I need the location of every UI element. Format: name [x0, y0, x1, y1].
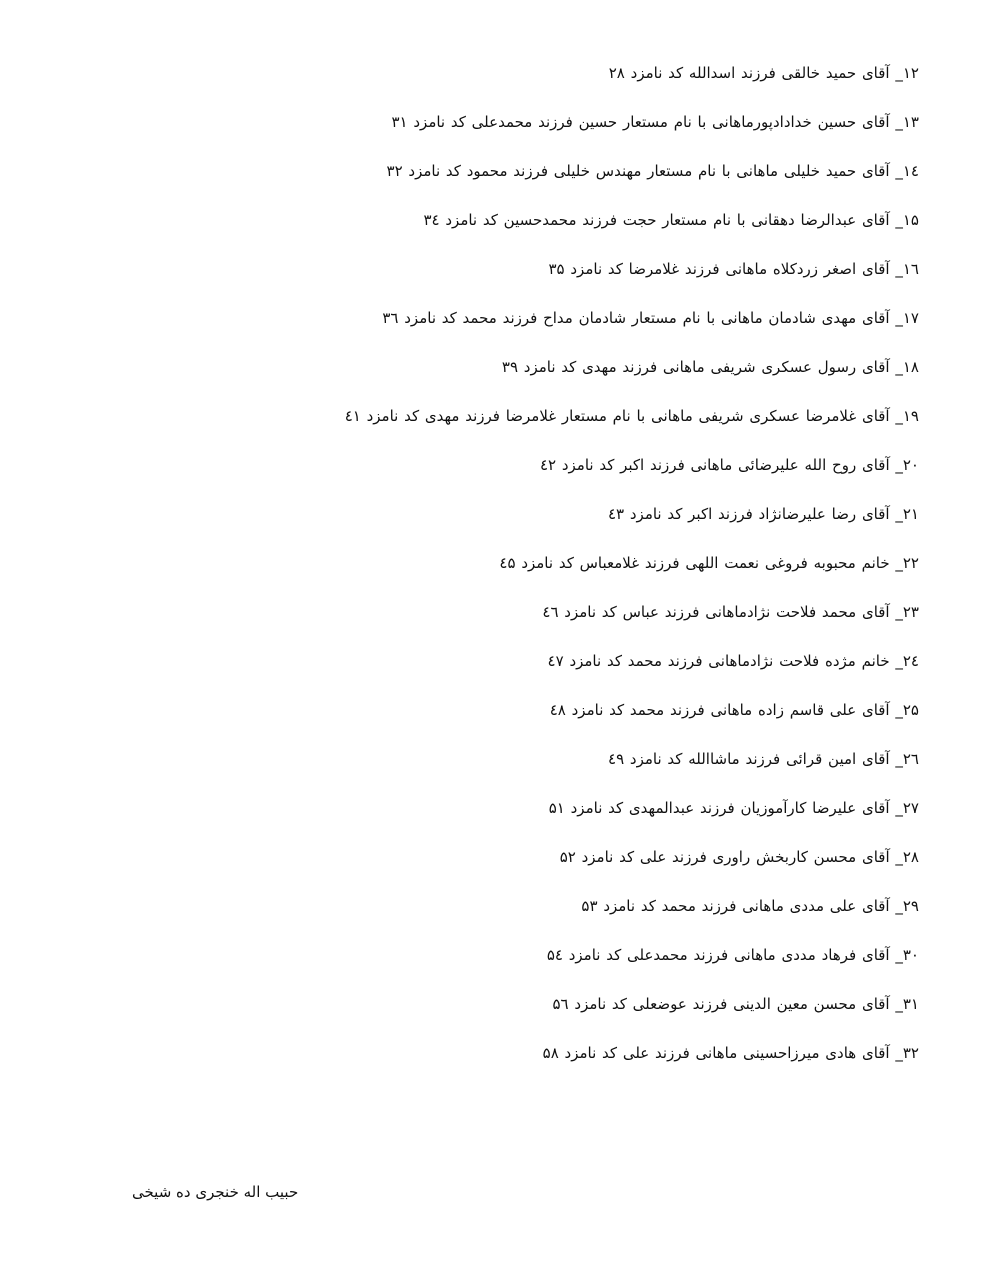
- candidate-row: ۲۱_ آقای رضا علیرضانژاد فرزند اکبر کد نامزد ٤۳: [607, 505, 919, 523]
- candidate-list: [199, 58, 919, 1087]
- candidate-row: ۳۰_ آقای فرهاد مددی ماهانی فرزند محمدعلی کد نامزد ۵٤: [546, 946, 919, 964]
- candidate-row: ۲۰_ آقای روح الله علیرضائی ماهانی فرزند اکبر کد نامزد ٤۲: [539, 456, 919, 474]
- candidate-row: ۲۲_ خانم محبوبه فروغی نعمت اللهی فرزند غلامعباس کد نامزد ٤۵: [499, 554, 919, 572]
- candidate-row: ۱٤_ آقای حمید خلیلی ماهانی با نام مستعار مهندس خلیلی فرزند محمود کد نامزد ۳۲: [386, 162, 919, 180]
- candidate-row: ۱٦_ آقای اصغر زردکلاه ماهانی فرزند غلامرضا کد نامزد ۳۵: [548, 260, 919, 278]
- signature-name: حبیب اله خنجری ده شیخی: [132, 1183, 299, 1201]
- candidate-row: ۳۲_ آقای هادی میرزاحسینی ماهانی فرزند علی کد نامزد ۵۸: [542, 1044, 919, 1062]
- candidate-row: ۲۵_ آقای علی قاسم زاده ماهانی فرزند محمد کد نامزد ٤۸: [549, 701, 919, 719]
- candidate-row: ۲۹_ آقای علی مددی ماهانی فرزند محمد کد نامزد ۵۳: [581, 897, 919, 915]
- candidate-row: ۳۱_ آقای محسن معین الدینی فرزند عوضعلی کد نامزد ۵٦: [552, 995, 919, 1013]
- candidate-row: ۲۳_ آقای محمد فلاحت نژادماهانی فرزند عباس کد نامزد ٤٦: [542, 603, 919, 621]
- candidate-row: ۱۲_ آقای حمید خالقی فرزند اسدالله کد نامزد ۲۸: [608, 64, 919, 82]
- candidate-row: ۱۸_ آقای رسول عسکری شریفی ماهانی فرزند مهدی کد نامزد ۳۹: [501, 358, 919, 376]
- candidate-row: ۱۷_ آقای مهدی شادمان ماهانی با نام مستعار شادمان مداح فرزند محمد کد نامزد ۳٦: [382, 309, 919, 327]
- candidate-row: ۱۵_ آقای عبدالرضا دهقانی با نام مستعار حجت فرزند محمدحسین کد نامزد ۳٤: [423, 211, 919, 229]
- candidate-row: ۱۳_ آقای حسین خدادادپورماهانی با نام مستعار حسین فرزند محمدعلی کد نامزد ۳۱: [391, 113, 919, 131]
- candidate-row: ۲۷_ آقای علیرضا کارآموزیان فرزند عبدالمهدی کد نامزد ۵۱: [548, 799, 919, 817]
- candidate-row: ۲٦_ آقای امین قرائی فرزند ماشاالله کد نامزد ٤۹: [608, 750, 919, 768]
- candidate-row: ۲٤_ خانم مژده فلاحت نژادماهانی فرزند محمد کد نامزد ٤۷: [547, 652, 919, 670]
- candidate-row: ۱۹_ آقای غلامرضا عسکری شریفی ماهانی با نام مستعار غلامرضا فرزند مهدی کد نامزد ٤۱: [344, 407, 919, 425]
- candidate-row: ۲۸_ آقای محسن کاربخش راوری فرزند علی کد نامزد ۵۲: [559, 848, 919, 866]
